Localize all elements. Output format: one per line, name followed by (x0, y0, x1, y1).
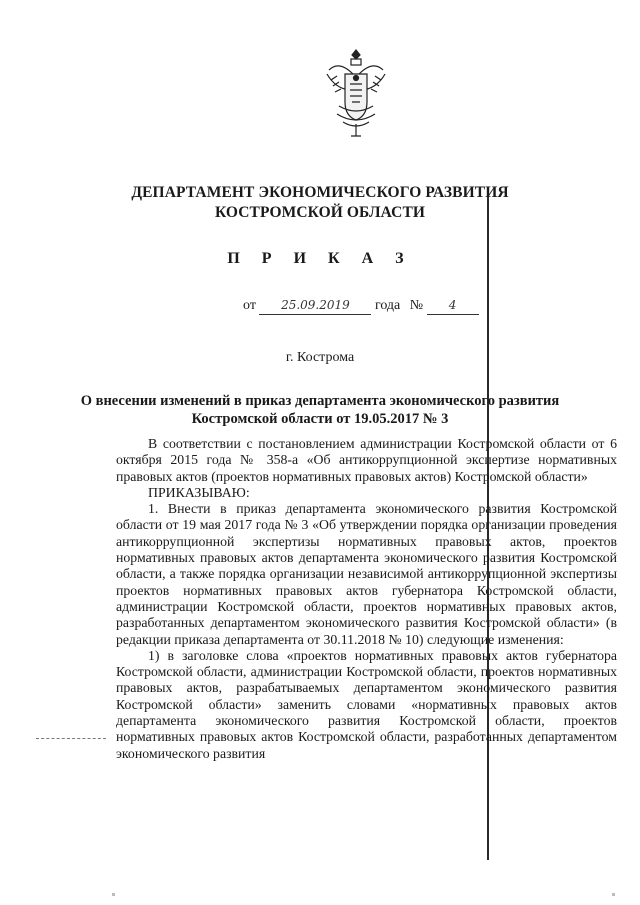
department-line-2: КОСТРОМСКОЙ ОБЛАСТИ (214, 204, 426, 221)
subject-line-2: Костромской области от 19.05.2017 № 3 (191, 411, 449, 427)
coat-of-arms-icon (323, 44, 389, 144)
item-1-paragraph: 1. Внести в приказ департамента экономического развития Костромской области от 19 мая 2017 года № 3 «Об утверждении порядка организации проведения антикоррупционной экспертизы нормативных правовых актов, проектов нормативных правовых актов департамента экономического развития Костромской области, а также порядка организации независимой антикоррупционной экспертизы проектов нормативных правовых актов губернатора Костромской области, администрации Костромской области, проектов нормативных правовых актов, разработанных департаментом экономического развития Костромской области» (в редакции приказа департамента от 30.11.2018 № 10) следующие изменения: (116, 501, 617, 647)
order-title: П Р И К А З (227, 250, 413, 267)
department-name (0, 183, 640, 223)
order-subject (0, 392, 640, 428)
subject-line-1: О внесении изменений в приказ департамента экономического развития (80, 393, 560, 409)
scan-dot (612, 893, 615, 896)
order-body (116, 436, 617, 762)
order-date-field: 25.09.2019 (259, 298, 371, 315)
order-dateline (243, 298, 479, 315)
order-number-field: 4 (427, 298, 479, 315)
from-label: от (243, 298, 256, 313)
scan-dot (112, 893, 115, 896)
department-line-1: ДЕПАРТАМЕНТ ЭКОНОМИЧЕСКОГО РАЗВИТИЯ (131, 184, 509, 201)
preamble-paragraph: В соответствии с постановлением администрации Костромской области от 6 октября 2015 года № 358-а «Об антикоррупционной экспертизе нормативных правовых актов (проектов нормативных правовых актов) Костромской области» (116, 436, 617, 484)
year-label: года (374, 298, 401, 313)
subitem-1-paragraph: 1) в заголовке слова «проектов нормативных правовых актов губернатора Костромской области, администрации Костромской области, проектов нормативных правовых актов, разрабатываемых департаментом экономического развития Костромской области» заменить словами «нормативных правовых актов департамента экономического развития Костромской области, проектов нормативных правовых актов Костромской области, разработанных департаментом экономического развития (116, 647, 617, 761)
margin-dashes (36, 738, 106, 740)
city-line: г. Кострома (285, 350, 355, 365)
number-label: № (409, 298, 424, 313)
order-directive: ПРИКАЗЫВАЮ: (148, 484, 250, 500)
